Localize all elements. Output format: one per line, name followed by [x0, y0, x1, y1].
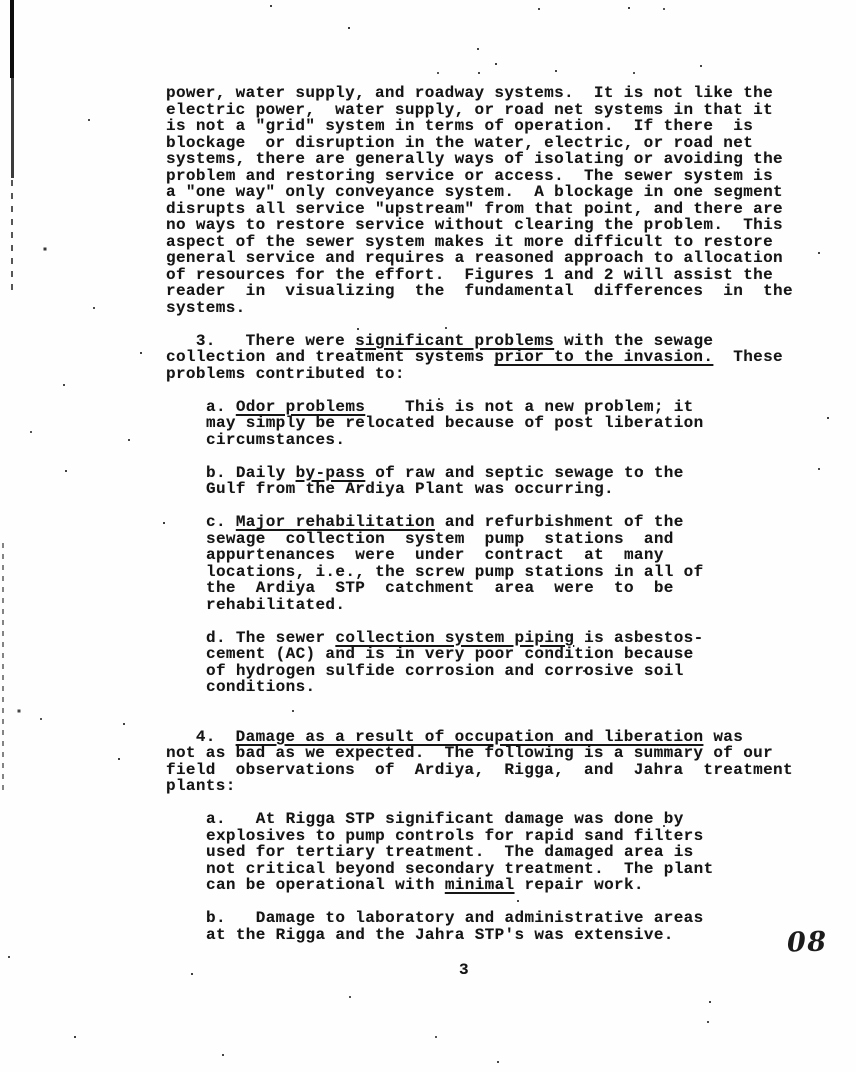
text-line [206, 597, 806, 614]
text-segment: These [713, 348, 784, 366]
page-number: 3 [459, 961, 469, 979]
text-line [206, 927, 806, 944]
text-segment: rehabilitated. [206, 595, 346, 614]
item-3d [166, 630, 806, 696]
text-line [206, 399, 806, 416]
text-line [206, 580, 806, 597]
scan-artifact-left-bar-faded [11, 78, 14, 178]
text-line [166, 283, 806, 300]
text-line [166, 745, 806, 762]
text-segment: This is not a new problem; it [365, 397, 694, 416]
item-3b [166, 465, 806, 498]
text-line [206, 861, 806, 878]
text-line [166, 184, 806, 201]
paragraph-continued [166, 85, 806, 316]
text-segment: disrupts all service "upstream" from that point, and there are [166, 199, 783, 218]
text-line [206, 910, 806, 927]
text-segment: cement (AC) and is in very poor condition because [206, 645, 694, 663]
text-segment: problems contributed to: [166, 364, 405, 383]
text-line [206, 415, 806, 432]
text-line [206, 663, 806, 680]
text-segment: blockage or disruption in the water, electric, or road net [166, 133, 754, 152]
text-line [166, 333, 806, 350]
text-line [166, 250, 806, 267]
text-line [166, 366, 806, 383]
text-segment: at the Rigga and the Jahra STP's was extensive. [206, 925, 674, 944]
text-line [206, 564, 806, 581]
text-segment: circumstances. [206, 430, 346, 449]
text-segment: Gulf from the Ardiya Plant was occurring. [206, 480, 615, 498]
text-segment: a. [206, 397, 236, 416]
text-segment: not as bad as we expected. The following is a summary of our [166, 744, 774, 762]
underlined-text: significant problems [355, 331, 555, 350]
text-line [206, 481, 806, 498]
paragraph-3 [166, 333, 806, 383]
text-segment: no ways to restore service without clearing the problem. This [166, 216, 783, 234]
text-line [166, 102, 806, 119]
text-line [166, 118, 806, 135]
text-segment: is asbestos- [574, 628, 704, 647]
text-segment: may simply be relocated because of post liberation [206, 414, 704, 432]
text-segment: 3. There were [166, 331, 356, 350]
text-segment: plants: [166, 777, 236, 795]
text-segment: appurtenances were under contract at many [206, 546, 664, 564]
text-segment: aspect of the sewer system makes it more difficult to restore [166, 232, 774, 251]
text-line [206, 465, 806, 482]
text-line [206, 646, 806, 663]
scan-noise-specks [0, 0, 2, 2]
text-segment: reader in visualizing the fundamental differences in the [166, 282, 793, 300]
text-line [206, 531, 806, 548]
text-segment: collection and treatment systems [166, 348, 495, 366]
scan-artifact-left-bar-dashes [11, 180, 13, 290]
text-line [166, 267, 806, 284]
text-line [206, 877, 806, 894]
item-3c [166, 514, 806, 613]
text-line [166, 729, 806, 746]
text-segment: c. [206, 513, 236, 531]
text-line [166, 234, 806, 251]
text-line [206, 630, 806, 647]
text-segment: conditions. [206, 678, 316, 696]
text-line [166, 217, 806, 234]
text-segment: not critical beyond secondary treatment. The plant [206, 859, 714, 878]
text-segment: a. At Rigga STP significant damage was done by [206, 810, 684, 828]
text-segment: explosives to pump controls for rapid sand filters [206, 826, 704, 845]
text-segment: and refurbishment of the [434, 513, 684, 531]
text-line [166, 300, 806, 317]
text-line [166, 168, 806, 185]
text-segment: of resources for the effort. Figures 1 and 2 will assist the [166, 265, 774, 284]
text-segment: power, water supply, and roadway systems. It is not like the [166, 84, 774, 102]
text-segment: electric power, water supply, or road net systems in that it [166, 100, 774, 119]
text-segment: systems, there are generally ways of isolating or avoiding the [166, 150, 783, 168]
text-segment: systems. [166, 298, 246, 317]
underlined-text: Damage as a result of occupation and liberation [235, 727, 704, 746]
scan-artifact-left-bar [10, 0, 14, 78]
text-line [166, 151, 806, 168]
text-line [206, 811, 806, 828]
text-segment: locations, i.e., the screw pump stations in all of [206, 562, 704, 581]
text-line [206, 828, 806, 845]
text-segment: can be operational with [206, 876, 445, 894]
item-4b [166, 910, 806, 943]
text-line [166, 349, 806, 366]
underlined-text: by-pass [295, 463, 366, 482]
text-line [206, 547, 806, 564]
scan-artifact-edge-dashes [2, 543, 4, 791]
text-segment: d. The sewer [206, 628, 336, 647]
text-segment: b. Daily [206, 463, 296, 482]
text-segment: repair work. [514, 876, 644, 894]
underlined-text: Odor problems [235, 397, 366, 416]
text-segment: is not a "grid" system in terms of operation. If there is [166, 117, 754, 135]
paragraph-4 [166, 729, 806, 795]
text-line [166, 778, 806, 795]
text-segment: the Ardiya STP catchment area were to be [206, 579, 674, 597]
text-segment: was [703, 727, 744, 746]
text-segment: b. Damage to laboratory and administrative areas [206, 909, 704, 927]
text-segment: general service and requires a reasoned approach to allocation [166, 249, 783, 267]
text-segment: sewage collection system pump stations and [206, 529, 674, 548]
item-4a [166, 811, 806, 894]
text-line [206, 432, 806, 449]
document-text [166, 85, 806, 943]
text-line [166, 85, 806, 102]
text-line [166, 762, 806, 779]
underlined-text: minimal [444, 876, 515, 894]
item-3a [166, 399, 806, 449]
text-line [206, 679, 806, 696]
text-line [206, 844, 806, 861]
text-segment: field observations of Ardiya, Rigga, and Jahra treatment [166, 760, 793, 779]
underlined-text: prior to the invasion. [494, 348, 714, 366]
underlined-text: Major rehabilitation [235, 513, 435, 531]
underlined-text: collection system piping [335, 628, 575, 647]
text-line [206, 514, 806, 531]
text-segment: 4. [166, 727, 236, 746]
text-segment: of raw and septic sewage to the [365, 463, 684, 482]
text-segment: of hydrogen sulfide corrosion and corrosive soil [206, 661, 684, 680]
text-segment: with the sewage [554, 331, 714, 350]
text-line [166, 201, 806, 218]
text-segment: used for tertiary treatment. The damaged area is [206, 843, 694, 861]
handwritten-annotation: 08 [786, 926, 828, 959]
text-line [166, 135, 806, 152]
text-segment: a "one way" only conveyance system. A blockage in one segment [166, 183, 783, 201]
text-segment: problem and restoring service or access. The sewer system is [166, 166, 774, 185]
